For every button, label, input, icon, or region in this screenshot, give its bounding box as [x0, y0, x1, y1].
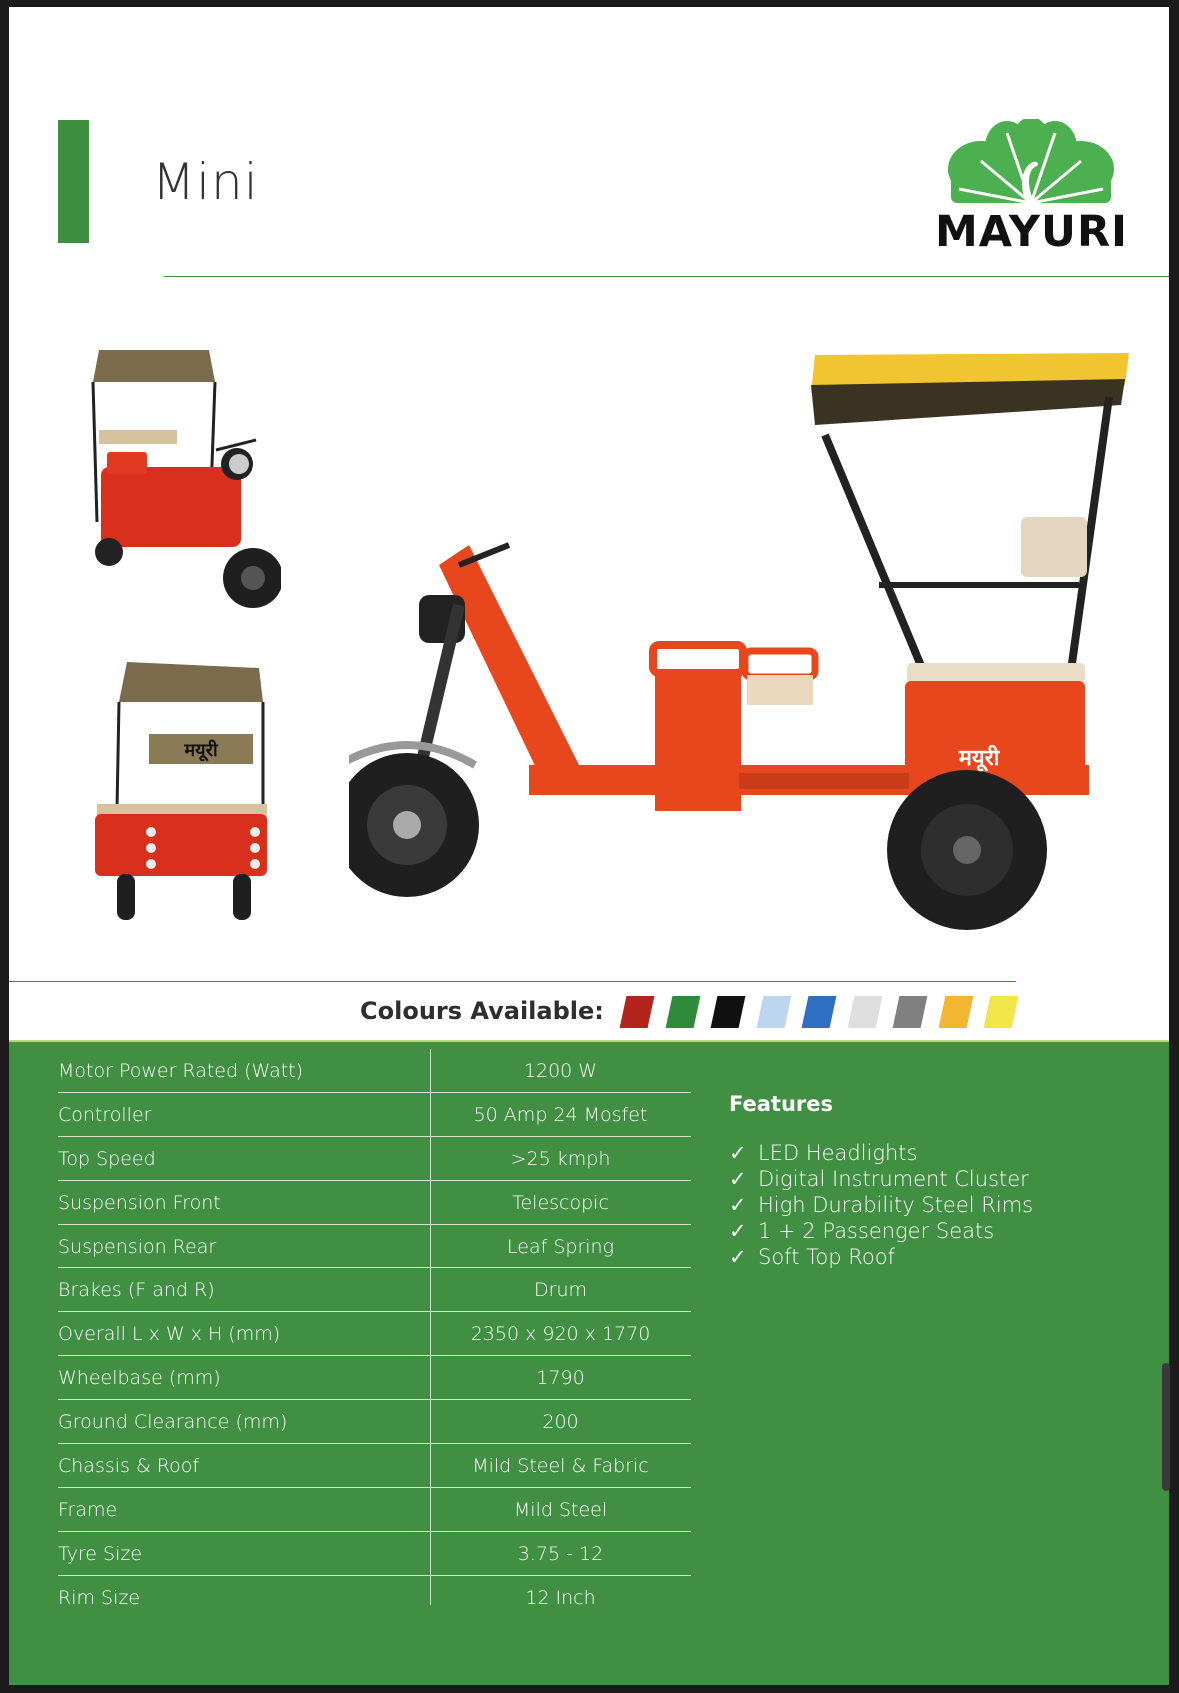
spec-row: [58, 1312, 691, 1356]
spec-row: [58, 1137, 691, 1181]
feature-item: [729, 1140, 1033, 1166]
spec-label: Frame: [58, 1498, 118, 1521]
spec-value: 2350 x 920 x 1770: [470, 1323, 651, 1346]
check-icon: ✓: [729, 1167, 747, 1191]
spec-value: Drum: [534, 1279, 587, 1302]
spec-label: Overall L x W x H (mm): [58, 1323, 281, 1346]
brochure-page: [9, 7, 1169, 1685]
spec-value: 1200 W: [523, 1060, 598, 1082]
colour-swatch: [620, 996, 655, 1028]
spec-label: Tyre Size: [58, 1542, 143, 1565]
feature-text: Soft Top Roof: [758, 1245, 895, 1269]
spec-label: Controller: [58, 1103, 152, 1126]
colour-swatch: [665, 996, 700, 1028]
spec-value: 200: [542, 1411, 579, 1434]
check-icon: ✓: [729, 1219, 747, 1243]
feature-text: 1 + 2 Passenger Seats: [758, 1219, 995, 1243]
spec-value: Telescopic: [512, 1191, 609, 1214]
spec-row: [58, 1400, 691, 1444]
features-title: Features: [729, 1092, 833, 1116]
spec-label: Motor Power Rated (Watt): [58, 1060, 304, 1082]
e-rickshaw-front-view: [81, 342, 281, 632]
features-list: [729, 1140, 1033, 1270]
spec-value: >25 kmph: [510, 1147, 611, 1170]
accent-bar: [58, 120, 89, 243]
e-rickshaw-side-view: [349, 345, 1129, 935]
spec-label: Chassis & Roof: [58, 1455, 200, 1478]
brand-name: MAYURI: [934, 207, 1129, 257]
spec-table: [58, 1049, 691, 1619]
feature-item: [729, 1166, 1033, 1192]
spec-value: 3.75 - 12: [517, 1542, 604, 1565]
spec-row: [58, 1049, 691, 1093]
check-icon: ✓: [729, 1193, 747, 1217]
spec-row: [58, 1444, 691, 1488]
spec-row: [58, 1225, 691, 1269]
scrollbar-thumb[interactable]: [1162, 1363, 1170, 1491]
colour-swatch: [756, 996, 791, 1028]
spec-value: Mild Steel & Fabric: [472, 1455, 649, 1478]
spec-label: Suspension Front: [58, 1191, 221, 1214]
feature-item: [729, 1244, 1033, 1270]
spec-row: [58, 1093, 691, 1137]
check-icon: ✓: [729, 1245, 747, 1269]
spec-row: [58, 1181, 691, 1225]
spec-label: Top Speed: [58, 1147, 156, 1170]
colour-swatch: [893, 996, 928, 1028]
spec-row: [58, 1268, 691, 1312]
spec-label: Suspension Rear: [58, 1235, 217, 1258]
page-title: Mini: [152, 153, 259, 211]
e-rickshaw-rear-view: [87, 654, 277, 934]
spec-row: [58, 1532, 691, 1576]
spec-value: 12 Inch: [525, 1586, 596, 1609]
colour-swatch: [984, 996, 1019, 1028]
feature-item: [729, 1218, 1033, 1244]
spec-row: [58, 1488, 691, 1532]
colour-swatch: [847, 996, 882, 1028]
feature-text: Digital Instrument Cluster: [758, 1167, 1029, 1191]
spec-value: 50 Amp 24 Mosfet: [473, 1103, 648, 1126]
spec-label: Ground Clearance (mm): [58, 1411, 288, 1434]
spec-label: Brakes (F and R): [58, 1279, 215, 1302]
side-badge-text: मयूरी: [958, 746, 1000, 771]
rear-badge-text: मयूरी: [184, 740, 218, 761]
header-divider: [164, 276, 1169, 277]
feature-text: LED Headlights: [758, 1141, 918, 1165]
spec-label: Rim Size: [58, 1586, 141, 1609]
feature-item: [729, 1192, 1033, 1218]
colour-swatch: [711, 996, 746, 1028]
check-icon: ✓: [729, 1141, 747, 1165]
colour-swatch: [938, 996, 973, 1028]
spec-value: Mild Steel: [513, 1498, 608, 1521]
colours-divider: [9, 981, 1016, 982]
spec-label: Wheelbase (mm): [58, 1367, 221, 1390]
spec-row: [58, 1356, 691, 1400]
feature-text: High Durability Steel Rims: [758, 1193, 1034, 1217]
spec-value: Leaf Spring: [507, 1235, 614, 1258]
colours-label: Colours Available:: [360, 997, 604, 1025]
spec-row: [58, 1576, 691, 1619]
spec-value: 1790: [536, 1367, 585, 1390]
colour-swatch: [802, 996, 837, 1028]
